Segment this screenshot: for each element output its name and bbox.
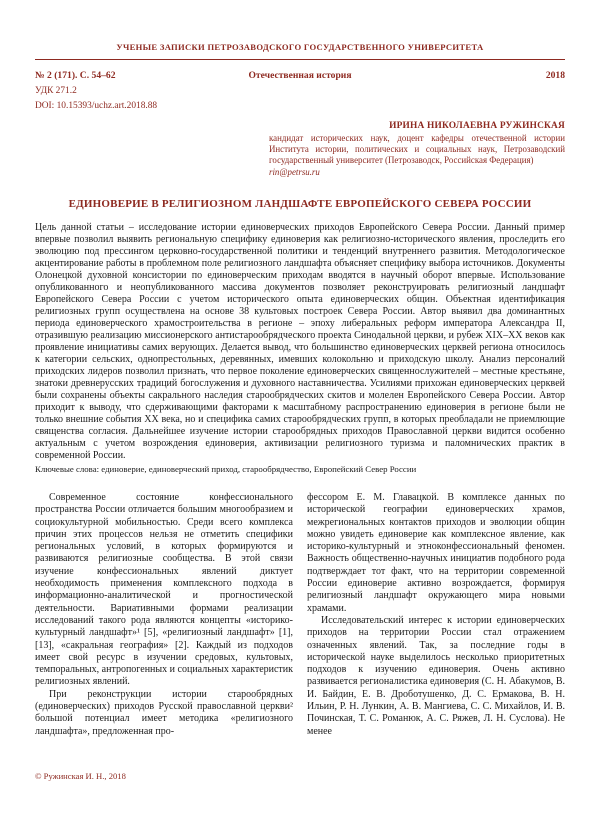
issue-number: № 2 (171). С. 54–62 bbox=[35, 70, 116, 81]
author-affiliation: кандидат исторических наук, доцент кафедры отечественной истории Института истории, политических и социальных наук, Петрозаводский государственный университет (Петрозаводск, Российская Федерация) bbox=[269, 133, 565, 165]
doi-line: DOI: 10.15393/uchz.art.2018.88 bbox=[35, 101, 158, 111]
keywords-list: единоверие, единоверческий приход, старообрядчество, Европейский Север России bbox=[101, 464, 417, 474]
keywords-label: Ключевые слова: bbox=[35, 464, 100, 474]
keywords-line bbox=[35, 464, 565, 475]
author-email: rin@petrsu.ru bbox=[269, 167, 320, 177]
section-title: Отечественная история bbox=[248, 70, 352, 81]
issue-year: 2018 bbox=[545, 70, 565, 81]
issue-line bbox=[35, 70, 565, 81]
journal-header: УЧЕНЫЕ ЗАПИСКИ ПЕТРОЗАВОДСКОГО ГОСУДАРСТВЕННОГО УНИВЕРСИТЕТА bbox=[116, 42, 484, 52]
paragraph: фессором Е. М. Главацкой. В комплексе данных по исторической географии единоверческих храмов, межрегиональных контактов приходов и эволюции общин можно увидеть единоверие как комплексное явление, как историко-культурный и этноконфессиональный феномен. Важность общественно-научных инициатив подобного рода подтверждает тот факт, что на территории современной России единоверие активно возрождается, формируя религиозный ландшафт окружающего мира новыми храмами. bbox=[307, 492, 565, 614]
author-block bbox=[269, 121, 565, 177]
author-name: ИРИНА НИКОЛАЕВНА РУЖИНСКАЯ bbox=[389, 121, 565, 131]
copyright-note: © Ружинская И. Н., 2018 bbox=[35, 771, 126, 781]
header-rule bbox=[35, 59, 565, 60]
article-title: ЕДИНОВЕРИЕ В РЕЛИГИОЗНОМ ЛАНДШАФТЕ ЕВРОПЕЙСКОГО СЕВЕРА РОССИИ bbox=[68, 198, 532, 210]
paragraph: Исследовательский интерес к истории единоверческих приходов на территории России стал отражением означенных явлений. Так, за последние годы в исторической науке выделилось несколько приоритетных подходов к изучению единоверия. Очень активно развивается регионалистика единоверия (С. Н. Абакумов, В. И. Байдин, Е. В. Дроботушенко, Д. С. Ермакова, В. Н. Ильин, Р. Н. Лункин, А. В. Мангиева, С. С. Михайлов, И. В. Починская, Т. С. Романюк, А. С. Ряжев, Л. Н. Суслова). Не менее bbox=[307, 614, 565, 737]
left-column bbox=[35, 492, 293, 744]
udk-code: УДК 271.2 bbox=[35, 86, 77, 96]
right-column bbox=[307, 492, 565, 744]
body-columns bbox=[35, 492, 565, 744]
paragraph: Современное состояние конфессионального пространства России отличается большим многообразием и социокультурной мобильностью. Среди всего комплекса причин этих процессов нельзя не отметить специфики региональных условий, в которых формируются и развиваются религиозные сообщества. В этой связи изучение конфессиональных явлений диктует необходимость применения комплексного подхода в информационно-аналитической и прогностической деятельности. Вариативными формами реализации исследований такого рода являются концепты «историко-культурный ландшафт»¹ [5], «религиозный ландшафт» [1], [13], «сакральная география» [2]. Каждый из подходов имеет свой ресурс в изучении средовых, культовых, темпоральных, антропогенных и социальных характеристик религиозных явлений. bbox=[35, 492, 293, 688]
paragraph: При реконструкции истории старообрядных (единоверческих) приходов Русской православной церкви² большой потенциал имеет методика «религиозного ландшафта», предложенная про- bbox=[35, 688, 293, 737]
abstract-text: Цель данной статьи – исследование истории единоверческих приходов Европейского Севера России. Данный пример впервые позволил выявить региональную специфику единоверия как религиозно-исторического явления, проследить его эволюцию под прессингом церковно-государственной политики и тенденций внутреннего развития. Методологическое акцентирование работы в проблемном поле религиозного ландшафта объясняет специфику выбора источников. Документы Олонецкой духовной консистории по единоверческим приходам вводятся в научный оборот впервые. Использование опубликованного и неопубликованного массива документов позволяет реконструировать религиозный ландшафт Европейского Севера России с учетом исторического опыта единоверческих общин. Объектная идентификация религиозных групп осуществлена на основе 38 культовых построек Севера России. Автор выявил два доминантных периода единоверческого храмостроительства в регионе – эпоху либеральных реформ императора Александра II, отразившую реализацию миссионерского антистарообрядческого проекта Синодальной церкви, и рубеж XIX–XX веков как проявление инициативы самих верующих. Делается вывод, что большинство единоверческих церквей региона относилось к категории сельских, однопрестольных, деревянных, имевших колокольню и приходскую школу. Анализ персоналий приходских лидеров позволил признать, что первое поколение единоверческих священнослужителей – местные крестьяне, знатоки древнерусских традиций богослужения и духовного наставничества. Усилиями прихожан единоверческих церквей были сохранены объекты сакрального наследия старообрядческих скитов и молелен Европейского Севера России. Автор приходит к выводу, что сдерживающими факторами к масштабному распространению единоверия в регионе были не только внешние события XX века, но и специфика самих старообрядческих групп, в которых преобладали не приемлющие священства согласия. Дальнейшее изучение истории старообрядных приходов Православной церкви видится особенно актуальным с учетом возрождения единоверия, активизации религиозного туризма и паломнических практик в современной России. bbox=[35, 222, 565, 461]
